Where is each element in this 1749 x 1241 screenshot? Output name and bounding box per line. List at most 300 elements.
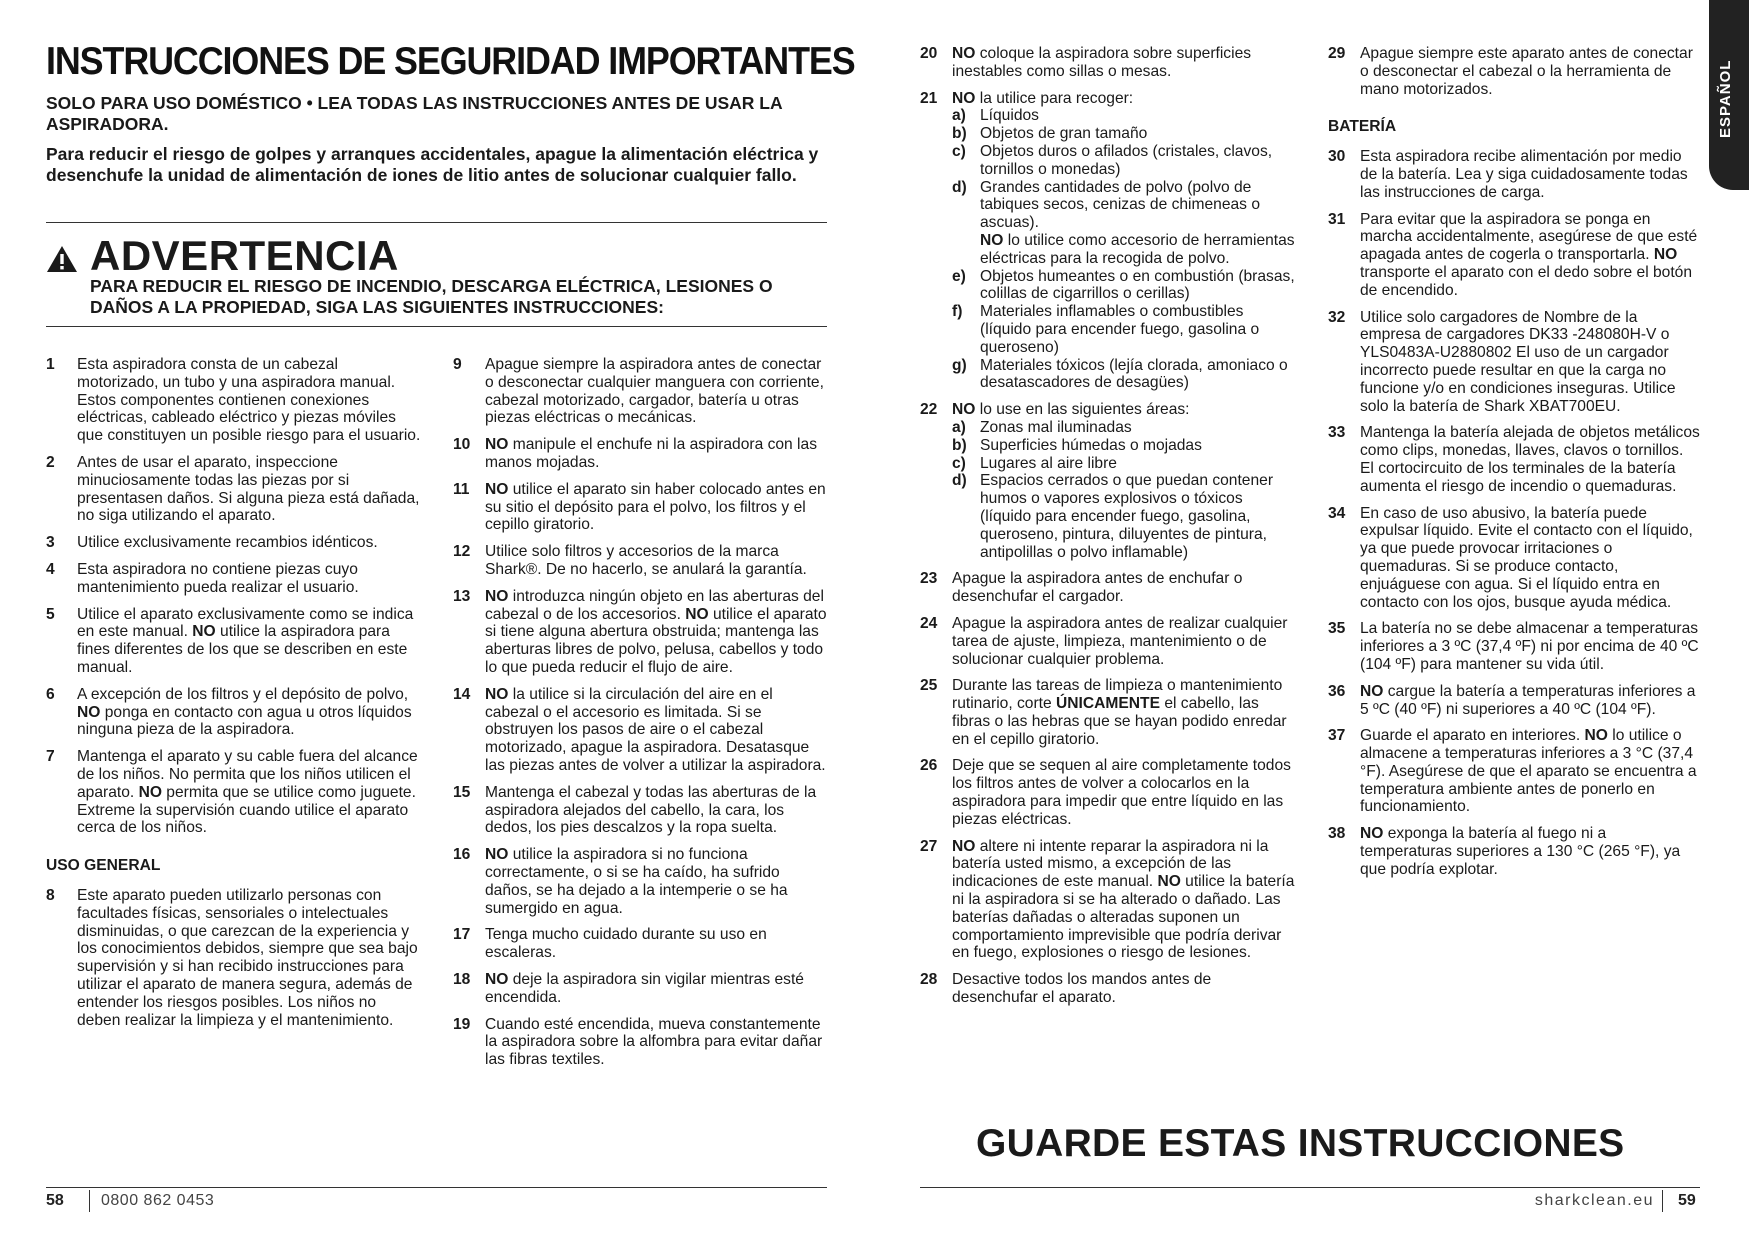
instruction-item: [453, 926, 828, 962]
item-number: 14: [453, 685, 471, 703]
item-number: 6: [46, 685, 55, 703]
instructions-column-4: [1328, 45, 1700, 888]
item-text: [485, 926, 828, 962]
item-main-text: [1360, 211, 1700, 300]
sub-item-text: [980, 455, 1295, 473]
item-number: 18: [453, 970, 471, 988]
sub-item-letter: f): [952, 303, 963, 321]
instruction-item: [453, 971, 828, 1007]
instruction-text: Para evitar que la aspiradora se ponga en marcha accidentalmente, asegúrese de que esté apagada antes de cogerla o transportarla.: [1360, 210, 1698, 264]
page-number-right: 59: [1678, 1192, 1696, 1209]
sub-item-letter: c): [952, 454, 966, 472]
divider: [46, 326, 827, 327]
instruction-item: [1328, 424, 1700, 495]
item-number: 33: [1328, 424, 1346, 442]
item-text: [952, 615, 1295, 668]
instructions-column-1: [46, 356, 421, 1038]
sub-item-main: [980, 437, 1295, 455]
sub-item-text: [980, 179, 1295, 268]
instruction-text: Mantenga la batería alejada de objetos metálicos como clips, monedas, llaves, clavos o tornillos. El cortocircuito de los terminales de la batería aumenta el riesgo de incendio o quemaduras.: [1360, 424, 1700, 495]
item-main-text: [1360, 309, 1700, 416]
item-text: [77, 454, 421, 525]
item-number: 4: [46, 560, 55, 578]
sub-item-main: [980, 303, 1295, 356]
sub-item: [952, 472, 1295, 561]
item-main-text: [77, 561, 421, 597]
item-text: [1360, 45, 1700, 98]
item-text: [485, 356, 828, 427]
instruction-item: [1328, 45, 1700, 98]
divider: [46, 222, 827, 223]
instruction-item: [453, 356, 828, 427]
instruction-text: utilice la aspiradora para fines diferentes de los que se describen en este manual.: [77, 623, 408, 676]
item-main-text: [952, 677, 1295, 748]
sub-item: [952, 107, 1295, 125]
instruction-text: altere ni intente reparar la aspiradora ni la batería usted mismo, a excepción de las indicaciones de este manual.: [952, 837, 1269, 891]
emphasis-text: NO: [1584, 727, 1608, 745]
sub-item-text: [980, 107, 1295, 125]
item-number: 8: [46, 886, 55, 904]
sub-item: [952, 357, 1295, 393]
instructions-column-2: [453, 356, 828, 1078]
item-text: [77, 356, 421, 445]
item-number: 23: [920, 570, 938, 588]
instruction-text: Esta aspiradora recibe alimentación por medio de la batería. Lea y siga cuidadosamente todas las instrucciones de carga.: [1360, 148, 1688, 201]
instruction-text: Espacios cerrados o que puedan contener humos o vapores explosivos o tóxicos (líquido para encender fuego, gasolina, queroseno, pintura, diluyentes de pintura, antipolillas o polvo inflamable): [980, 472, 1274, 561]
sub-item: [952, 419, 1295, 437]
emphasis-text: ÚNICAMENTE: [1056, 695, 1160, 713]
sub-item-note: [980, 232, 1295, 268]
instruction-text: Apague la aspiradora antes de enchufar o desenchufar el cargador.: [952, 570, 1243, 606]
item-main-text: [485, 686, 828, 775]
emphasis-text: NO: [685, 605, 709, 623]
emphasis-text: NO: [485, 970, 509, 988]
sub-item-main: [980, 268, 1295, 304]
instruction-text: la utilice si la circulación del aire en el cabezal o el accesorio es limitada. Si se obstruyen los pasos de aire o el cabezal motorizado, apague la aspiradora. Desatasque las piezas antes de volver a utilizar la aspiradora.: [485, 685, 826, 774]
page-number-left: 58: [46, 1192, 64, 1209]
emphasis-text: NO: [485, 685, 509, 703]
sub-item: [952, 125, 1295, 143]
sub-item: [952, 455, 1295, 473]
item-number: 28: [920, 971, 938, 989]
instruction-text: Desactive todos los mandos antes de desenchufar el aparato.: [952, 971, 1212, 1007]
item-main-text: [485, 588, 828, 677]
instruction-item: [46, 454, 421, 525]
item-text: [77, 686, 421, 739]
warning-subtitle: PARA REDUCIR EL RIESGO DE INCENDIO, DESCARGA ELÉCTRICA, LESIONES O DAÑOS A LA PROPIEDAD, SIGA LAS SIGUIENTES INSTRUCCIONES:: [90, 276, 773, 317]
instruction-item: [1328, 211, 1700, 300]
sub-item-main: [980, 472, 1295, 561]
instruction-text: lo utilice como accesorio de herramientas eléctricas para la recogida de polvo.: [980, 231, 1295, 267]
sub-item-text: [980, 419, 1295, 437]
emphasis-text: NO: [1157, 873, 1181, 891]
item-text: [1360, 505, 1700, 612]
item-number: 24: [920, 614, 938, 632]
item-text: [1360, 424, 1700, 495]
instruction-item: [453, 1016, 828, 1069]
instruction-text: Objetos duros o afilados (cristales, clavos, tornillos o monedas): [980, 142, 1273, 178]
instruction-text: exponga la batería al fuego ni a temperaturas superiores a 130 °C (265 °F), ya que podría explotar.: [1360, 825, 1681, 878]
footer-divider: [46, 1187, 827, 1188]
instruction-item: [46, 686, 421, 739]
instruction-text: cargue la batería a temperaturas inferiores a 5 ºC (40 ºF) ni superiores a 40 ºC (104 ºF).: [1360, 682, 1696, 718]
instruction-item: [453, 436, 828, 472]
item-number: 15: [453, 783, 471, 801]
instruction-item: [920, 971, 1295, 1007]
item-number: 25: [920, 677, 938, 695]
emphasis-text: NO: [485, 587, 509, 605]
sub-item-text: [980, 143, 1295, 179]
warning-icon: [46, 245, 78, 273]
instruction-text: utilice la batería ni la aspiradora si se ha alterado o dañado. Las baterías dañadas o alteradas suponen un comportamiento imprevisible que podría derivar en fuego, explosiones o riesgo de lesiones.: [952, 873, 1295, 962]
item-main-text: [1360, 683, 1700, 719]
item-text: [952, 90, 1295, 393]
language-tab: ESPAÑOL: [1709, 0, 1749, 190]
item-main-text: [952, 757, 1295, 828]
sub-item-text: [980, 303, 1295, 356]
emphasis-text: NO: [1360, 825, 1384, 843]
item-text: [952, 677, 1295, 748]
sub-item-letter: a): [952, 107, 966, 125]
item-text: [952, 401, 1295, 561]
item-main-text: [1360, 45, 1700, 98]
instruction-item: [920, 401, 1295, 561]
item-text: [952, 971, 1295, 1007]
item-number: 5: [46, 605, 55, 623]
emphasis-text: NO: [77, 703, 101, 721]
item-main-text: [485, 846, 828, 917]
instruction-text: Esta aspiradora no contiene piezas cuyo mantenimiento pueda realizar el usuario.: [77, 560, 359, 596]
instruction-text: el cabello, las fibras o las hebras que se hayan podido enredar en el cepillo giratorio.: [952, 695, 1287, 748]
item-text: [952, 570, 1295, 606]
instruction-text: Apague siempre la aspiradora antes de conectar o desconectar cualquier manguera con corriente, cabezal motorizado, cargador, batería u otras piezas eléctricas o mecánicas.: [485, 356, 824, 427]
item-main-text: [485, 926, 828, 962]
sub-item-letter: d): [952, 472, 967, 490]
instruction-item: [920, 838, 1295, 963]
item-main-text: [485, 356, 828, 427]
item-main-text: [77, 356, 421, 445]
instruction-text: manipule el enchufe ni la aspiradora con las manos mojadas.: [485, 436, 817, 471]
item-text: [952, 45, 1295, 81]
sub-item-main: [980, 179, 1295, 232]
instruction-text: Antes de usar el aparato, inspeccione minuciosamente todas las piezas por si presentasen daños. Si alguna pieza está dañada, no siga utilizando el aparato.: [77, 453, 420, 525]
instruction-item: [453, 686, 828, 775]
item-number: 27: [920, 837, 938, 855]
item-text: [77, 561, 421, 597]
instruction-text: Utilice solo filtros y accesorios de la marca Shark®. De no hacerlo, se anulará la garantía.: [485, 543, 807, 578]
instruction-item: [453, 846, 828, 917]
item-text: [77, 606, 421, 677]
sub-item-letter: b): [952, 436, 967, 454]
item-number: 16: [453, 846, 471, 864]
item-main-text: [77, 606, 421, 677]
instruction-text: deje la aspiradora sin vigilar mientras esté encendida.: [485, 970, 804, 1006]
sub-item-letter: b): [952, 125, 967, 143]
item-main-text: [1360, 424, 1700, 495]
instruction-item: [920, 90, 1295, 393]
instruction-item: [920, 677, 1295, 748]
item-text: [485, 543, 828, 579]
instruction-text: La batería no se debe almacenar a temperaturas inferiores a 3 ºC (37,4 ºF) ni por encima de 40 ºC (104 ºF) para mantener su vida útil.: [1360, 620, 1699, 673]
instruction-text: Materiales inflamables o combustibles (líquido para encender fuego, gasolina o queroseno): [980, 303, 1260, 356]
item-text: [1360, 620, 1700, 673]
item-number: 19: [453, 1015, 471, 1033]
item-number: 21: [920, 89, 938, 107]
instruction-text: ponga en contacto con agua u otros líquidos ninguna pieza de la aspiradora.: [77, 703, 412, 739]
sub-item: [952, 268, 1295, 304]
item-number: 31: [1328, 210, 1346, 228]
instruction-text: Utilice exclusivamente recambios idénticos.: [77, 534, 378, 552]
website-url: sharkclean.eu: [1534, 1192, 1654, 1209]
instruction-text: utilice el aparato si tiene alguna abertura obstruida; mantenga las aberturas libres de polvo, pelusa, cabellos y todo lo que pueda reducir el flujo de aire.: [485, 605, 827, 676]
item-number: 36: [1328, 682, 1346, 700]
intro-paragraph: Para reducir el riesgo de golpes y arranques accidentales, apague la alimentación eléctrica y desenchufe la unidad de alimentación de iones de litio antes de solucionar cualquier fallo.: [46, 144, 819, 185]
item-main-text: [952, 615, 1295, 668]
footer-separator: [1662, 1190, 1663, 1212]
item-number: 30: [1328, 148, 1346, 166]
sub-item: [952, 143, 1295, 179]
sub-item: [952, 179, 1295, 268]
instruction-text: Mantenga el cabezal y todas las aberturas de la aspiradora alejados del cabello, la cara, los dedos, los pies descalzos y la ropa suelta.: [485, 783, 817, 837]
emphasis-text: NO: [485, 436, 509, 454]
item-main-text: [952, 45, 1295, 81]
sub-item-main: [980, 357, 1295, 393]
item-text: [952, 757, 1295, 828]
item-main-text: [952, 838, 1295, 963]
item-number: 22: [920, 401, 938, 419]
item-number: 20: [920, 45, 938, 62]
item-text: [485, 481, 828, 534]
instruction-text: Grandes cantidades de polvo (polvo de tabiques secos, cenizas de chimeneas o ascuas).: [980, 178, 1260, 232]
item-main-text: [485, 436, 828, 472]
item-number: 11: [453, 480, 470, 498]
emphasis-text: NO: [192, 623, 216, 641]
instruction-text: Apague siempre este aparato antes de conectar o desconectar el cabezal o la herramienta de mano motorizados.: [1360, 45, 1693, 98]
instruction-text: Objetos humeantes o en combustión (brasas, colillas de cigarrillos o cerillas): [980, 267, 1295, 303]
section-heading: BATERÍA: [1328, 118, 1397, 136]
sub-item-text: [980, 125, 1295, 143]
instruction-text: utilice la aspiradora si no funciona correctamente, o si se ha caído, ha sufrido daños, se ha dejado a la intemperie o se ha sumergido en agua.: [485, 846, 788, 917]
sub-item-main: [980, 419, 1295, 437]
instruction-text: Esta aspiradora consta de un cabezal motorizado, un tubo y una aspiradora manual. Estos componentes contienen conexiones eléctricas, cableado eléctrico y piezas móviles que constituyen un posible riesgo para el usuario.: [77, 356, 421, 445]
sub-item-text: [980, 472, 1295, 561]
item-number: 9: [453, 356, 462, 373]
item-text: [1360, 309, 1700, 416]
instruction-item: [453, 784, 828, 837]
sub-item-main: [980, 107, 1295, 125]
instruction-text: lo utilice o almacene a temperaturas inferiores a 3 °C (37,4 °F). Asegúrese de que el aparato se encuentra a temperatura ambiente antes de ponerlo en funcionamiento.: [1360, 727, 1697, 816]
instruction-text: permita que se utilice como juguete. Extreme la supervisión cuando utilice el aparato cerca de los niños.: [77, 783, 416, 837]
instruction-item: [920, 570, 1295, 606]
item-number: 7: [46, 748, 55, 766]
item-main-text: [485, 543, 828, 579]
instruction-item: [453, 481, 828, 534]
item-main-text: [485, 1016, 828, 1069]
item-main-text: [77, 686, 421, 739]
sub-item: [952, 303, 1295, 356]
instruction-text: utilice el aparato sin haber colocado antes en su sitio el depósito para el polvo, los filtros y el cepillo giratorio.: [485, 480, 826, 534]
instructions-column-3: [920, 45, 1295, 1016]
instruction-text: Líquidos: [980, 107, 1039, 125]
instruction-item: [1328, 727, 1700, 816]
instruction-item: [1328, 683, 1700, 719]
item-text: [485, 686, 828, 775]
section-heading: USO GENERAL: [46, 857, 161, 875]
item-text: [77, 534, 421, 552]
emphasis-text: NO: [952, 401, 976, 419]
item-main-text: [77, 887, 421, 1029]
page-title: INSTRUCCIONES DE SEGURIDAD IMPORTANTES: [46, 40, 855, 83]
instruction-text: introduzca ningún objeto en las aberturas del cabezal o de los accesorios.: [485, 587, 824, 623]
item-main-text: [1360, 505, 1700, 612]
item-number: 26: [920, 757, 938, 775]
item-text: [952, 838, 1295, 963]
item-main-text: [485, 784, 828, 837]
item-text: [485, 846, 828, 917]
item-text: [1360, 683, 1700, 719]
sub-item-text: [980, 437, 1295, 455]
instruction-text: Utilice solo cargadores de Nombre de la empresa de cargadores DK33 -248080H-V o YLS0483A-U2880802 El uso de un cargador incorrecto puede resultar en que la carga no funcione y/o en condiciones inseguras. Utilice solo la batería de Shark XBAT700EU.: [1360, 308, 1676, 415]
item-number: 29: [1328, 45, 1346, 62]
sub-item-main: [980, 143, 1295, 179]
usage-subtitle: SOLO PARA USO DOMÉSTICO • LEA TODAS LAS INSTRUCCIONES ANTES DE USAR LA ASPIRADORA.: [46, 93, 782, 134]
emphasis-text: NO: [1653, 246, 1678, 264]
item-number: 34: [1328, 504, 1346, 522]
sub-item-text: [980, 357, 1295, 393]
instruction-text: Objetos de gran tamaño: [980, 125, 1148, 143]
item-number: 10: [453, 436, 471, 454]
instruction-text: coloque la aspiradora sobre superficies inestables como sillas o mesas.: [952, 45, 1252, 80]
item-text: [485, 436, 828, 472]
item-main-text: [1360, 148, 1700, 201]
instruction-text: Este aparato pueden utilizarlo personas con facultades físicas, sensoriales o intelectuales disminuidas, o que carezcan de la experiencia y los conocimientos debidos, siempre que sea bajo supervisión y si han recibido instrucciones para utilizar el aparato de manera segura, además de entender los riesgos posibles. Los niños no deben realizar la limpieza y el mantenimiento.: [77, 886, 418, 1029]
sub-item-main: [980, 125, 1295, 143]
item-number: 13: [453, 587, 471, 605]
item-main-text: [952, 971, 1295, 1007]
sub-item-letter: a): [952, 418, 966, 436]
instruction-item: [1328, 825, 1700, 878]
instruction-text: Cuando esté encendida, mueva constantemente la aspiradora sobre la alfombra para evitar dañar las fibras textiles.: [485, 1015, 823, 1069]
instruction-item: [920, 45, 1295, 81]
emphasis-text: NO: [485, 846, 509, 864]
sub-item-letter: g): [952, 356, 967, 374]
instruction-text: lo use en las siguientes áreas:: [975, 401, 1190, 419]
instruction-text: Apague la aspiradora antes de realizar cualquier tarea de ajuste, limpieza, mantenimiento o de solucionar cualquier problema.: [952, 614, 1288, 668]
item-number: 32: [1328, 308, 1346, 326]
item-main-text: [77, 534, 421, 552]
instruction-text: En caso de uso abusivo, la batería puede expulsar líquido. Evite el contacto con el líquido, ya que puede provocar irritaciones o quemaduras. Si se produce contacto, enjuáguese con agua. Si el líquido entra en contacto con los ojos, busque ayuda médica.: [1360, 504, 1693, 611]
sub-item-text: [980, 268, 1295, 304]
item-number: 38: [1328, 825, 1346, 843]
instruction-item: [920, 615, 1295, 668]
phone-number: 0800 862 0453: [101, 1192, 215, 1209]
item-number: 35: [1328, 620, 1346, 638]
item-main-text: [952, 90, 1295, 108]
instruction-text: A excepción de los filtros y el depósito de polvo,: [77, 685, 409, 703]
item-main-text: [1360, 727, 1700, 816]
item-number: 17: [453, 926, 471, 944]
instruction-text: Deje que se sequen al aire completamente todos los filtros antes de volver a colocarlos en la aspiradora para impedir que entre líquido en las piezas eléctricas.: [952, 757, 1291, 828]
emphasis-text: NO: [485, 480, 509, 498]
instruction-item: [46, 561, 421, 597]
sub-item: [952, 437, 1295, 455]
item-text: [485, 1016, 828, 1069]
item-main-text: [77, 454, 421, 525]
item-text: [485, 971, 828, 1007]
emphasis-text: NO: [980, 231, 1004, 249]
instruction-item: [1328, 148, 1700, 201]
instruction-item: [453, 543, 828, 579]
item-number: 3: [46, 534, 55, 552]
instruction-item: [920, 757, 1295, 828]
item-number: 12: [453, 543, 471, 561]
emphasis-text: NO: [1360, 682, 1384, 700]
item-main-text: [952, 401, 1295, 419]
emphasis-text: NO: [138, 783, 162, 801]
emphasis-text: NO: [952, 45, 976, 62]
instruction-text: Tenga mucho cuidado durante su uso en escaleras.: [485, 926, 767, 962]
instruction-text: la utilice para recoger:: [975, 89, 1134, 107]
item-main-text: [1360, 620, 1700, 673]
item-text: [485, 784, 828, 837]
emphasis-text: NO: [952, 837, 976, 855]
instruction-item: [46, 887, 421, 1029]
footer-divider: [920, 1187, 1700, 1188]
item-text: [77, 748, 421, 837]
instruction-text: Durante las tareas de limpieza o mantenimiento rutinario, corte: [952, 677, 1283, 713]
save-instructions-heading: GUARDE ESTAS INSTRUCCIONES: [976, 1122, 1625, 1165]
instruction-item: [46, 356, 421, 445]
instruction-item: [1328, 309, 1700, 416]
instruction-item: [1328, 620, 1700, 673]
instruction-item: [453, 588, 828, 677]
item-text: [77, 887, 421, 1029]
item-number: 2: [46, 453, 55, 471]
instruction-text: Guarde el aparato en interiores.: [1360, 727, 1585, 745]
item-main-text: [952, 570, 1295, 606]
instruction-item: [46, 534, 421, 552]
item-text: [1360, 211, 1700, 300]
item-number: 1: [46, 356, 55, 373]
emphasis-text: NO: [952, 89, 976, 107]
instruction-text: Superficies húmedas o mojadas: [980, 436, 1202, 454]
instruction-text: transporte el aparato con el dedo sobre el botón de encendido.: [1360, 263, 1693, 299]
sub-item-letter: e): [952, 267, 966, 285]
sub-item-letter: c): [952, 142, 966, 160]
instruction-text: Mantenga el aparato y su cable fuera del alcance de los niños. No permita que los niños utilicen el aparato.: [77, 748, 418, 801]
instruction-item: [46, 748, 421, 837]
item-text: [485, 588, 828, 677]
item-number: 37: [1328, 727, 1346, 745]
item-main-text: [77, 748, 421, 837]
item-main-text: [485, 971, 828, 1007]
sub-item-main: [980, 455, 1295, 473]
instruction-text: Utilice el aparato exclusivamente como se indica en este manual.: [77, 605, 414, 641]
item-main-text: [1360, 825, 1700, 878]
item-main-text: [485, 481, 828, 534]
instruction-text: Materiales tóxicos (lejía clorada, amoniaco o desatascadores de desagües): [980, 356, 1288, 392]
instruction-item: [1328, 505, 1700, 612]
item-text: [1360, 148, 1700, 201]
item-text: [1360, 727, 1700, 816]
footer-separator: [89, 1190, 90, 1212]
item-text: [1360, 825, 1700, 878]
instruction-item: [46, 606, 421, 677]
instruction-text: Zonas mal iluminadas: [980, 418, 1132, 436]
warning-title: ADVERTENCIA: [90, 232, 399, 279]
sub-item-letter: d): [952, 178, 967, 196]
instruction-text: Lugares al aire libre: [980, 454, 1117, 472]
